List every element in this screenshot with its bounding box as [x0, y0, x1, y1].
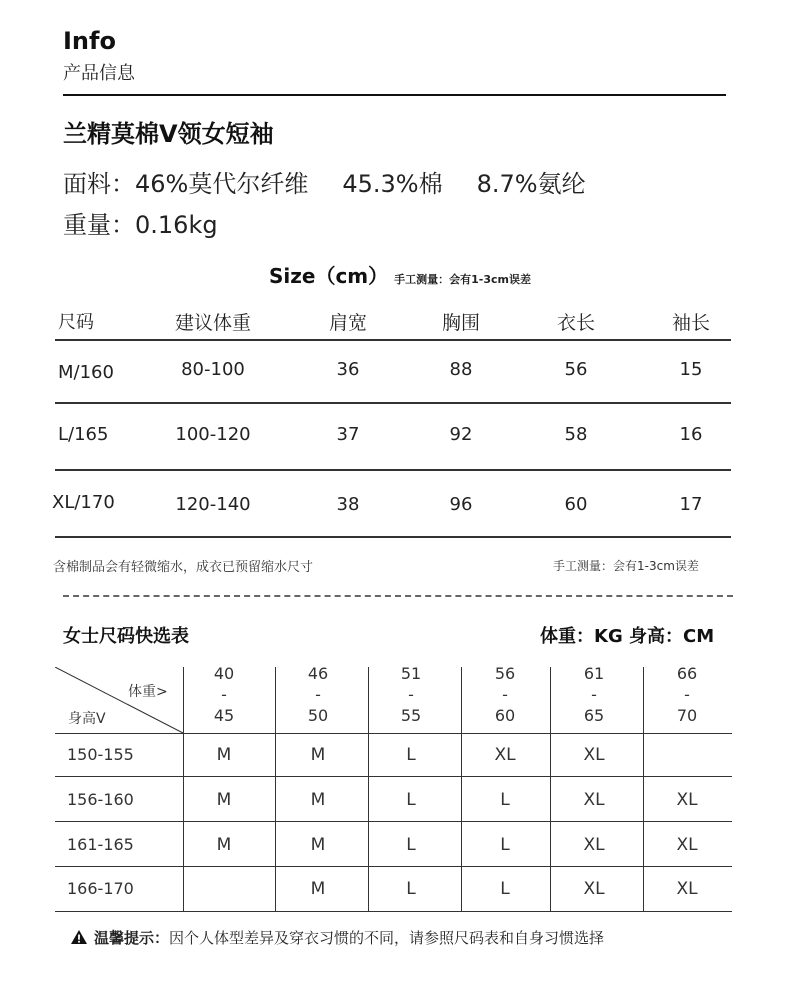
weight-range-header: 40 - 45: [213, 664, 235, 725]
quick-grid-line: [55, 776, 732, 777]
page-title: Info: [63, 27, 116, 55]
tip-text: 因个人体型差异及穿衣习惯的不同，请参照尺码表和自身习惯选择: [169, 929, 605, 947]
size-chart-title-note: 手工测量：会有1-3cm误差: [394, 273, 532, 286]
quick-grid-line: [183, 667, 184, 911]
size-table-cell: M/160: [58, 362, 114, 383]
header-divider: [63, 94, 726, 96]
fabric-label: 面料：: [63, 170, 135, 198]
fabric-value: 45.3%棉: [342, 170, 443, 198]
size-table-divider: [55, 536, 731, 538]
size-cell: L: [500, 879, 510, 899]
size-cell: M: [310, 790, 326, 810]
size-chart-title: [0, 260, 800, 289]
quick-grid-line: [550, 667, 551, 911]
size-table-cell: 17: [679, 494, 703, 515]
weight-row: [63, 205, 218, 240]
product-name: 兰精莫棉V领女短袖: [63, 120, 274, 148]
size-cell: M: [216, 835, 232, 855]
size-table-cell: 16: [679, 424, 703, 445]
size-table-header: 衣长: [556, 312, 595, 334]
size-table-cell: 80-100: [181, 359, 245, 380]
size-cell: L: [406, 745, 416, 765]
warning-icon: [70, 929, 88, 949]
size-cell: M: [310, 879, 326, 899]
size-table-header: 胸围: [441, 312, 480, 334]
quick-grid-line: [275, 667, 276, 911]
height-range: 161-165: [67, 835, 134, 854]
height-range: 150-155: [67, 745, 134, 764]
size-table-cell: 120-140: [175, 494, 251, 515]
size-cell: L: [406, 835, 416, 855]
size-table-cell: L/165: [58, 424, 109, 445]
weight-range-header: 46 - 50: [307, 664, 329, 725]
size-table-header: 肩宽: [328, 312, 367, 334]
size-table-cell: 96: [449, 494, 473, 515]
size-cell: L: [406, 790, 416, 810]
size-table-cell: 88: [449, 359, 473, 380]
quick-grid-line: [55, 911, 732, 912]
shrink-note: 含棉制品会有轻微缩水，成衣已预留缩水尺寸: [53, 560, 314, 575]
size-chart-heading: Size（cm）: [268, 264, 389, 288]
size-cell: M: [310, 745, 326, 765]
height-range: 156-160: [67, 790, 134, 809]
size-table-cell: 60: [564, 494, 588, 515]
quick-grid-line: [368, 667, 369, 911]
quick-chart-unit-note: 体重：KG 身高：CM: [540, 626, 715, 647]
weight-range-header: 66 - 70: [676, 664, 698, 725]
weight-label: 重量：: [63, 211, 135, 239]
page-subtitle: 产品信息: [63, 63, 135, 84]
size-cell: L: [500, 790, 510, 810]
size-table-cell: 37: [336, 424, 360, 445]
dashed-divider: [63, 595, 733, 597]
quick-grid-line: [55, 821, 732, 822]
size-cell: XL: [676, 879, 698, 899]
size-table-divider: [55, 402, 731, 404]
height-range: 166-170: [67, 879, 134, 898]
weight-range-header: 56 - 60: [494, 664, 516, 725]
size-cell: XL: [583, 790, 605, 810]
size-table-header: 袖长: [671, 312, 710, 334]
size-cell: M: [216, 745, 232, 765]
size-table-divider: [55, 469, 731, 471]
fabric-row: [63, 164, 586, 199]
weight-value: 0.16kg: [135, 211, 218, 239]
size-cell: XL: [583, 745, 605, 765]
quick-grid-line: [461, 667, 462, 911]
measure-note: 手工测量：会有1-3cm误差: [553, 559, 699, 573]
size-table-divider: [55, 339, 731, 341]
size-cell: L: [500, 835, 510, 855]
weight-range-header: 51 - 55: [400, 664, 422, 725]
size-cell: XL: [583, 879, 605, 899]
size-cell: XL: [676, 790, 698, 810]
size-table-cell: 15: [679, 359, 703, 380]
size-table-header: 建议体重: [174, 312, 251, 334]
corner-weight-label: 体重>: [128, 684, 168, 700]
size-cell: M: [310, 835, 326, 855]
size-table-cell: 36: [336, 359, 360, 380]
size-table-cell: 100-120: [175, 424, 251, 445]
corner-height-label: 身高V: [68, 711, 106, 727]
size-cell: M: [216, 790, 232, 810]
size-cell: XL: [676, 835, 698, 855]
size-table-cell: XL/170: [52, 492, 115, 513]
size-table-cell: 56: [564, 359, 588, 380]
fabric-value: 46%莫代尔纤维: [135, 170, 309, 198]
quick-chart-title: 女士尺码快选表: [63, 626, 189, 647]
size-cell: XL: [494, 745, 516, 765]
size-cell: XL: [583, 835, 605, 855]
quick-grid-line: [55, 866, 732, 867]
tip-row: [70, 927, 604, 949]
quick-grid-line: [643, 667, 644, 911]
weight-range-header: 61 - 65: [583, 664, 605, 725]
tip-label: 温馨提示：: [94, 929, 170, 947]
size-table-header: 尺码: [58, 312, 94, 333]
size-cell: L: [406, 879, 416, 899]
fabric-value: 8.7%氨纶: [476, 170, 586, 198]
size-table-cell: 92: [449, 424, 473, 445]
size-table-cell: 38: [336, 494, 360, 515]
quick-grid-line: [55, 733, 732, 734]
size-table-cell: 58: [564, 424, 588, 445]
